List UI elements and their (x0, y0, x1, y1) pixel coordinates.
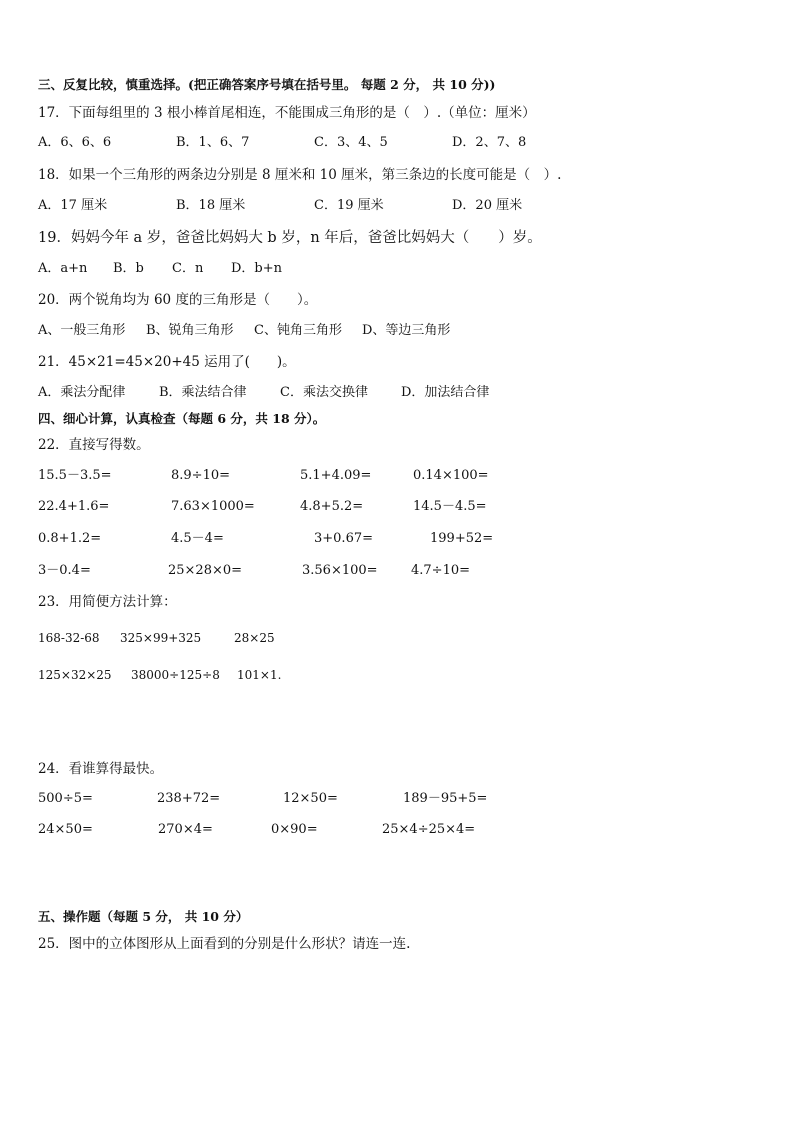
calc-item: 25×4÷25×4= (382, 822, 476, 837)
question-22-stem: 22．直接写得数。 (38, 437, 150, 453)
option-c: C．19 厘米 (314, 198, 384, 213)
option-d: D．2、7、8 (452, 135, 527, 150)
calc-item: 7.63×1000= (171, 499, 255, 514)
calc-item: 5.1+4.09= (300, 468, 372, 483)
question-21-options (0, 384, 794, 402)
section-5-heading: 五、操作题（每题 5 分， 共 10 分） (38, 909, 249, 924)
calc-row (0, 629, 794, 647)
option-b: B．18 厘米 (176, 198, 246, 213)
calc-item: 4.5－4= (171, 531, 224, 546)
calc-item: 8.9÷10= (171, 468, 231, 483)
option-a: A．6、6、6 (38, 135, 112, 150)
question-17-options (0, 134, 794, 152)
calc-item: 3.56×100= (302, 563, 378, 578)
calc-item: 500÷5= (38, 791, 93, 806)
option-b: B．1、6、7 (176, 135, 250, 150)
option-a: A．乘法分配律 (38, 385, 126, 400)
option-d: D、等边三角形 (362, 323, 451, 338)
option-c: C．3、4、5 (314, 135, 388, 150)
calc-item: 270×4= (158, 822, 213, 837)
calc-item: 125×32×25 (38, 668, 112, 682)
calc-item: 15.5－3.5= (38, 468, 112, 483)
option-d: D．加法结合律 (401, 385, 490, 400)
option-b: B．b (113, 261, 144, 276)
calc-item: 199+52= (430, 531, 494, 546)
option-d: D．b+n (231, 261, 283, 276)
calc-item: 168-32-68 (38, 631, 100, 645)
question-21-stem: 21．45×21=45×20+45 运用了( )。 (38, 354, 296, 370)
option-a: A、一般三角形 (38, 323, 126, 338)
calc-item: 0.8+1.2= (38, 531, 102, 546)
calc-item: 0×90= (271, 822, 318, 837)
calc-item: 238+72= (157, 791, 221, 806)
calc-item: 101×1. (237, 668, 282, 682)
calc-row (0, 562, 794, 580)
calc-item: 189－95+5= (403, 791, 488, 806)
calc-item: 12×50= (283, 791, 338, 806)
calc-item: 325×99+325 (120, 631, 202, 645)
option-a: A．a+n (38, 261, 88, 276)
option-d: D．20 厘米 (452, 198, 523, 213)
calc-item: 28×25 (234, 631, 275, 645)
calc-row (0, 530, 794, 548)
question-19-options (0, 260, 794, 278)
question-19-stem: 19．妈妈今年 a 岁，爸爸比妈妈大 b 岁，n 年后，爸爸比妈妈大（ ）岁。 (38, 230, 542, 246)
question-17-stem: 17．下面每组里的 3 根小棒首尾相连，不能围成三角形的是（ ）.（单位：厘米） (38, 105, 536, 121)
calc-row (0, 790, 794, 808)
calc-item: 14.5－4.5= (413, 499, 487, 514)
calc-row (0, 666, 794, 684)
calc-item: 0.14×100= (413, 468, 489, 483)
option-b: B、锐角三角形 (146, 323, 234, 338)
calc-item: 4.7÷10= (411, 563, 471, 578)
option-a: A．17 厘米 (38, 198, 108, 213)
calc-item: 3－0.4= (38, 563, 91, 578)
calc-item: 4.8+5.2= (300, 499, 364, 514)
calc-row (0, 467, 794, 485)
option-c: C．乘法交换律 (280, 385, 368, 400)
calc-item: 24×50= (38, 822, 93, 837)
option-c: C．n (172, 261, 204, 276)
section-4-heading: 四、细心计算，认真检查（每题 6 分，共 18 分）。 (38, 411, 326, 426)
question-23-stem: 23．用简便方法计算： (38, 594, 177, 610)
option-b: B．乘法结合律 (159, 385, 247, 400)
calc-row (0, 821, 794, 839)
calc-item: 22.4+1.6= (38, 499, 110, 514)
question-20-options (0, 322, 794, 340)
calc-item: 25×28×0= (168, 563, 243, 578)
question-18-stem: 18．如果一个三角形的两条边分别是 8 厘米和 10 厘米，第三条边的长度可能是（ ）. (38, 167, 562, 183)
option-c: C、钝角三角形 (254, 323, 342, 338)
question-18-options (0, 197, 794, 215)
calc-item: 38000÷125÷8 (131, 668, 220, 682)
calc-row (0, 498, 794, 516)
calc-item: 3+0.67= (314, 531, 374, 546)
section-3-heading: 三、反复比较，慎重选择。(把正确答案序号填在括号里。 每题 2 分， 共 10 分)) (38, 77, 496, 92)
question-25-stem: 25．图中的立体图形从上面看到的分别是什么形状？请连一连. (38, 936, 411, 952)
question-24-stem: 24．看谁算得最快。 (38, 761, 164, 777)
question-20-stem: 20．两个锐角均为 60 度的三角形是（ ）。 (38, 292, 318, 308)
